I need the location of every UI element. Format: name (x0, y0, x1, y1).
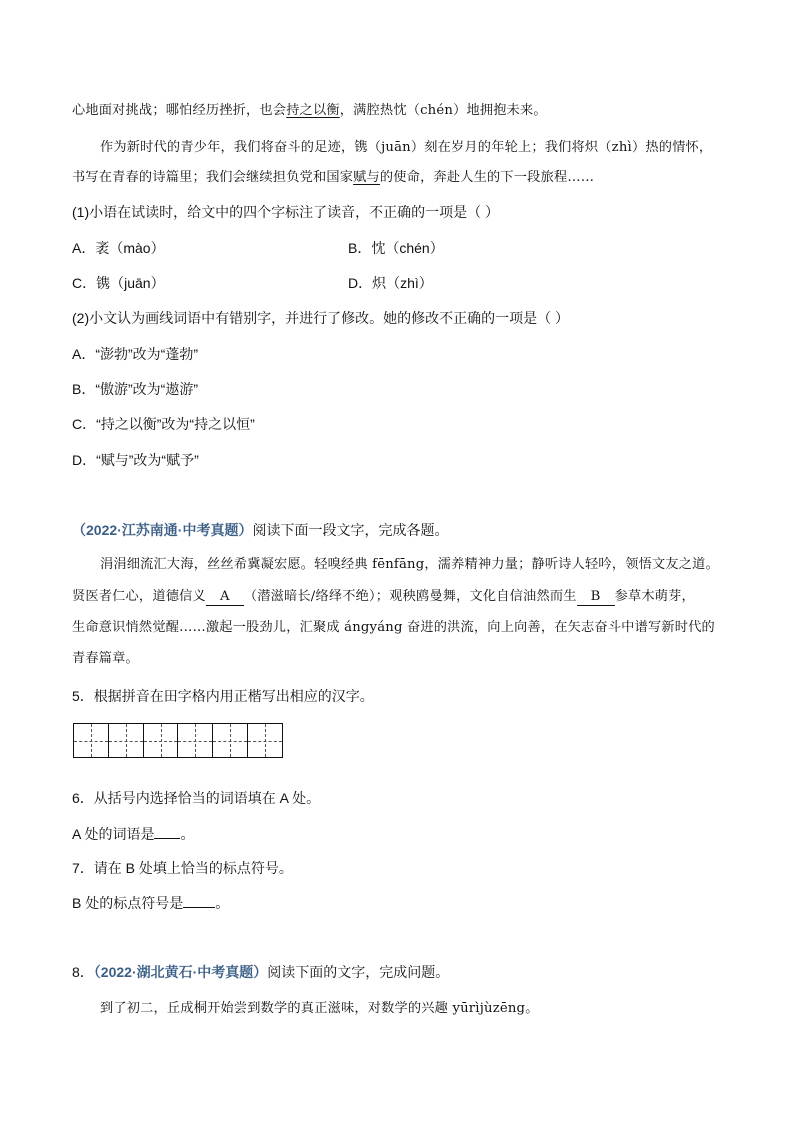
question-5: 5．根据拼音在田字格内用正楷写出相应的汉字。 (72, 688, 374, 704)
question-6-answer-prefix: A 处的词语是 (72, 826, 155, 842)
tianzige-cell[interactable] (109, 724, 144, 757)
section2-para-line2-text-a: 贤医者仁心，道德信义 (72, 589, 206, 604)
question-1-option-c[interactable]: C．镌（juān） (72, 275, 165, 291)
section3-instruction: 阅读下面的文字，完成问题。 (267, 964, 450, 980)
tianzige-cell[interactable] (74, 724, 109, 757)
section3-para-line1: 到了初二，丘成桐开始尝到数学的真正滋味，对数学的兴趣 yūrìjùzēng。 (100, 1001, 539, 1016)
question-7-answer (72, 893, 734, 913)
passage1-line3-text-b: 的使命，奔赴人生的下一段旅程…… (379, 170, 595, 185)
question-2-option-c[interactable]: C．“持之以衡”改为“持之以恒” (72, 416, 255, 432)
underlined-word-chizhiyiheng: 持之以衡 (286, 103, 340, 118)
section2-para-line2 (72, 587, 734, 607)
underlined-word-fuyu: 赋与 (353, 170, 380, 185)
section2-header (72, 520, 734, 540)
passage1-line2: 作为新时代的青少年，我们将奋斗的足迹，镌（juān）刻在岁月的年轮上；我们将炽（zhì）热的情怀， (100, 140, 713, 155)
question-7-answer-blank[interactable] (183, 907, 215, 908)
section2-para-line4: 青春篇章。 (72, 651, 139, 666)
question-1-options-row1 (72, 238, 734, 258)
passage1-line3 (72, 168, 734, 188)
question-1-stem: (1)小语在试读时，给文中的四个字标注了读音，不正确的一项是（ ） (72, 204, 499, 220)
question-8-number: 8． (72, 964, 94, 980)
question-2-option-d[interactable]: D．“赋与”改为“赋予” (72, 452, 199, 468)
blank-b: B (577, 589, 615, 606)
section2-para-line1: 涓涓细流汇大海，丝丝希冀凝宏愿。轻嗅经典 fēnfāng，濡养精神力量；静听诗人轻吟，领悟文友之道。 (100, 557, 719, 572)
question-1-option-a[interactable]: A．袤（mào） (72, 240, 165, 256)
question-7: 7．请在 B 处填上恰当的标点符号。 (72, 860, 293, 876)
passage1-line1-text-b: ，满腔热忱（chén）地拥抱未来。 (339, 103, 547, 118)
tianzige-cell[interactable] (213, 724, 248, 757)
tianzige-cell[interactable] (178, 724, 213, 757)
tianzige-cell[interactable] (248, 724, 282, 757)
question-2-option-b[interactable]: B．“傲游”改为“遨游” (72, 381, 198, 397)
section3-source: （2022·湖北黄石·中考真题） (93, 964, 268, 980)
question-2-stem: (2)小文认为画线词语中有错别字，并进行了修改。她的修改不正确的一项是（ ） (72, 310, 569, 326)
tianzige-grid[interactable] (73, 723, 283, 758)
question-1-options-row2 (72, 273, 734, 293)
passage1-line1-text-a: 心地面对挑战；哪怕经历挫折，也会 (72, 103, 287, 118)
question-2-option-a[interactable]: A．“澎勃”改为“蓬勃” (72, 346, 198, 362)
tianzige-cell[interactable] (144, 724, 179, 757)
section2-para-line2-text-c: 参草木萌芽， (614, 589, 695, 604)
passage1-line1 (72, 101, 734, 121)
question-7-answer-suffix: 。 (215, 895, 230, 911)
passage1-line3-text-a: 书写在青春的诗篇里；我们会继续担负党和国家 (72, 170, 354, 185)
blank-a: A (206, 589, 244, 606)
question-1-option-d[interactable]: D．炽（zhì） (348, 275, 433, 291)
question-6-answer-suffix: 。 (180, 826, 195, 842)
question-6-answer (72, 824, 734, 844)
section2-source: （2022·江苏南通·中考真题） (72, 522, 253, 538)
section2-instruction: 阅读下面一段文字，完成各题。 (252, 522, 449, 538)
section3-header (72, 962, 734, 982)
question-1-option-b[interactable]: B．忱（chén） (348, 240, 444, 256)
question-6-answer-blank[interactable] (154, 838, 180, 839)
question-6: 6．从括号内选择恰当的词语填在 A 处。 (72, 790, 321, 806)
section2-para-line2-text-b: （潜滋暗长/络绎不绝）；观秧鸥曼舞，文化自信油然而生 (243, 589, 577, 604)
section2-para-line3: 生命意识悄然觉醒……激起一股劲儿，汇聚成 ángyáng 奋进的洪流，向上向善，在矢志奋斗中谱写新时代的 (72, 620, 715, 635)
question-7-answer-prefix: B 处的标点符号是 (72, 895, 184, 911)
